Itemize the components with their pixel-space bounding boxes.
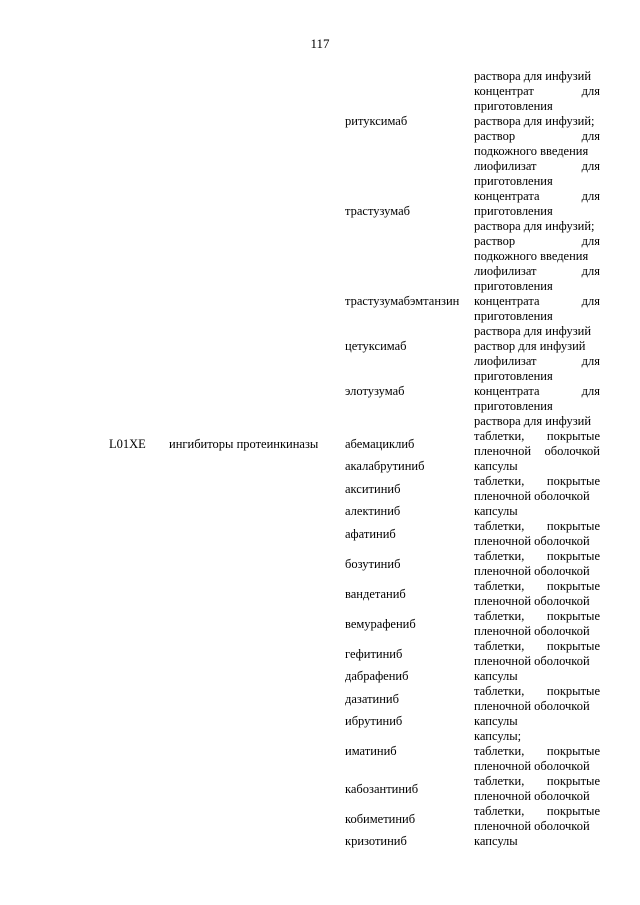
dosage-form-word: раствор для инфузий bbox=[474, 339, 586, 353]
dosage-form-word: покрытые bbox=[546, 744, 600, 758]
dosage-form-word: для bbox=[581, 234, 600, 248]
dosage-form-line bbox=[474, 264, 600, 279]
dosage-form-line bbox=[474, 234, 600, 249]
dosage-form-word: подкожного введения bbox=[474, 249, 589, 263]
dosage-form bbox=[474, 339, 600, 354]
dosage-form-line bbox=[474, 69, 600, 84]
table-row bbox=[0, 354, 640, 429]
drug-name: гефитиниб bbox=[345, 646, 403, 661]
drug-name: дазатиниб bbox=[345, 691, 399, 706]
table-row bbox=[0, 84, 640, 159]
dosage-form-word: раствор bbox=[474, 234, 516, 248]
drug-name: элотузумаб bbox=[345, 384, 405, 398]
dosage-form bbox=[474, 639, 600, 669]
dosage-form-line bbox=[474, 519, 600, 534]
dosage-form-line bbox=[474, 654, 600, 669]
dosage-form bbox=[474, 804, 600, 834]
dosage-form-word: приготовления bbox=[474, 279, 553, 293]
dosage-form-word: таблетки, bbox=[474, 774, 525, 788]
dosage-form-line bbox=[474, 504, 600, 519]
dosage-form-word: раствора для инфузий; bbox=[474, 114, 595, 128]
dosage-form-line bbox=[474, 309, 600, 324]
dosage-form-word: таблетки, bbox=[474, 549, 525, 563]
dosage-form-word: лиофилизат bbox=[474, 264, 537, 278]
dosage-form-line bbox=[474, 444, 600, 459]
dosage-form-line bbox=[474, 759, 600, 774]
dosage-form-word: капсулы bbox=[474, 504, 518, 518]
drug-name: дабрафениб bbox=[345, 669, 409, 683]
dosage-form-line bbox=[474, 789, 600, 804]
dosage-form bbox=[474, 84, 600, 159]
table-row bbox=[0, 669, 640, 684]
dosage-form-word: пленочной bbox=[474, 444, 532, 458]
dosage-form-word: таблетки, bbox=[474, 804, 525, 818]
dosage-form-word: приготовления bbox=[474, 399, 553, 413]
dosage-form-word: для bbox=[581, 294, 600, 308]
dosage-form bbox=[474, 159, 600, 264]
dosage-form-word: таблетки, bbox=[474, 579, 525, 593]
dosage-form-word: приготовления bbox=[474, 369, 553, 383]
dosage-form-line bbox=[474, 714, 600, 729]
dosage-form-word: концентрата bbox=[474, 189, 540, 203]
dosage-form-word: пленочной оболочкой bbox=[474, 564, 590, 578]
dosage-form-line bbox=[474, 99, 600, 114]
dosage-form-line bbox=[474, 669, 600, 684]
dosage-form bbox=[474, 504, 600, 519]
dosage-form-word: капсулы bbox=[474, 459, 518, 473]
table-row bbox=[0, 459, 640, 474]
dosage-form-word: таблетки, bbox=[474, 684, 525, 698]
table-row bbox=[0, 264, 640, 339]
dosage-form-line bbox=[474, 84, 600, 99]
drug-name: трастузумаб bbox=[345, 204, 411, 218]
drug-name: вандетаниб bbox=[345, 586, 406, 601]
dosage-form bbox=[474, 519, 600, 549]
dosage-form bbox=[474, 459, 600, 474]
dosage-form bbox=[474, 834, 600, 849]
table-row bbox=[0, 339, 640, 354]
drug-name: иматиниб bbox=[345, 744, 397, 758]
drug-name: алектиниб bbox=[345, 504, 401, 518]
dosage-form-word: покрытые bbox=[546, 609, 600, 623]
dosage-form-line bbox=[474, 594, 600, 609]
drug-name: кобиметиниб bbox=[345, 811, 416, 826]
dosage-form-word: для bbox=[581, 84, 600, 98]
dosage-form-word: покрытые bbox=[546, 684, 600, 698]
dosage-form-line bbox=[474, 204, 600, 219]
dosage-form-line bbox=[474, 684, 600, 699]
dosage-form bbox=[474, 354, 600, 429]
dosage-form-word: подкожного введения bbox=[474, 144, 589, 158]
drug-name: акситиниб bbox=[345, 481, 401, 496]
table-row bbox=[0, 774, 640, 804]
dosage-form-word: капсулы; bbox=[474, 729, 522, 743]
dosage-form-word: пленочной оболочкой bbox=[474, 534, 590, 548]
table-row bbox=[0, 474, 640, 504]
dosage-form-word: таблетки, bbox=[474, 609, 525, 623]
dosage-form-word: для bbox=[581, 159, 600, 173]
dosage-form-word: пленочной оболочкой bbox=[474, 624, 590, 638]
table-row bbox=[0, 69, 640, 84]
dosage-form-line bbox=[474, 369, 600, 384]
dosage-form-line bbox=[474, 279, 600, 294]
dosage-form-word: пленочной оболочкой bbox=[474, 699, 590, 713]
dosage-form-line bbox=[474, 174, 600, 189]
dosage-form-word: лиофилизат bbox=[474, 159, 537, 173]
dosage-form bbox=[474, 684, 600, 714]
table-row bbox=[0, 579, 640, 609]
dosage-form-line bbox=[474, 609, 600, 624]
dosage-form-word: раствора для инфузий; bbox=[474, 219, 595, 233]
table-row bbox=[0, 609, 640, 639]
dosage-form-line bbox=[474, 834, 600, 849]
dosage-form bbox=[474, 69, 600, 84]
dosage-form-line bbox=[474, 804, 600, 819]
dosage-form-line bbox=[474, 399, 600, 414]
dosage-form-word: пленочной оболочкой bbox=[474, 489, 590, 503]
drug-name: вемурафениб bbox=[345, 616, 416, 631]
dosage-form-word: покрытые bbox=[546, 519, 600, 533]
dosage-form-word: покрытые bbox=[546, 639, 600, 653]
dosage-form bbox=[474, 549, 600, 579]
table-row bbox=[0, 519, 640, 549]
dosage-form-word: для bbox=[581, 384, 600, 398]
dosage-form-word: покрытые bbox=[546, 549, 600, 563]
drug-name: цетуксимаб bbox=[345, 339, 407, 353]
dosage-form-line bbox=[474, 549, 600, 564]
drug-name: ибрутиниб bbox=[345, 714, 403, 728]
dosage-form-word: пленочной оболочкой bbox=[474, 594, 590, 608]
dosage-form-word: пленочной оболочкой bbox=[474, 654, 590, 668]
dosage-form-word: покрытые bbox=[546, 804, 600, 818]
dosage-form bbox=[474, 474, 600, 504]
dosage-form-word: таблетки, bbox=[474, 429, 525, 443]
dosage-form-word: приготовления bbox=[474, 309, 553, 323]
dosage-form bbox=[474, 579, 600, 609]
drug-name: абемациклиб bbox=[345, 436, 415, 451]
table-row bbox=[0, 684, 640, 714]
dosage-form-word: покрытые bbox=[546, 429, 600, 443]
dosage-form-line bbox=[474, 774, 600, 789]
table-row bbox=[0, 429, 640, 459]
dosage-form-line bbox=[474, 294, 600, 309]
drug-name: трастузумабэмтанзин bbox=[345, 294, 460, 308]
dosage-form-word: для bbox=[581, 264, 600, 278]
dosage-form-line bbox=[474, 129, 600, 144]
page-number: 117 bbox=[310, 36, 330, 51]
drug-name: кабозантиниб bbox=[345, 781, 419, 796]
dosage-form-word: концентрата bbox=[474, 384, 540, 398]
dosage-form-word: таблетки, bbox=[474, 519, 525, 533]
dosage-form-word: приготовления bbox=[474, 204, 553, 218]
dosage-form-word: пленочной оболочкой bbox=[474, 819, 590, 833]
dosage-form-word: капсулы bbox=[474, 669, 518, 683]
dosage-form-word: оболочкой bbox=[544, 444, 600, 458]
dosage-form-word: для bbox=[581, 189, 600, 203]
dosage-form-line bbox=[474, 699, 600, 714]
dosage-form-word: лиофилизат bbox=[474, 354, 537, 368]
dosage-form-word: капсулы bbox=[474, 834, 518, 848]
dosage-form bbox=[474, 729, 600, 774]
dosage-form-line bbox=[474, 819, 600, 834]
dosage-form-line bbox=[474, 144, 600, 159]
dosage-form-line bbox=[474, 459, 600, 474]
drug-name: афатиниб bbox=[345, 526, 396, 541]
dosage-form-word: раствора для инфузий bbox=[474, 324, 592, 338]
table-row bbox=[0, 159, 640, 264]
dosage-form-line bbox=[474, 219, 600, 234]
dosage-form-word: пленочной оболочкой bbox=[474, 759, 590, 773]
table-row bbox=[0, 714, 640, 729]
dosage-form-line bbox=[474, 354, 600, 369]
dosage-form-word: для bbox=[581, 129, 600, 143]
dosage-form-word: раствор bbox=[474, 129, 516, 143]
dosage-form-word: пленочной оболочкой bbox=[474, 789, 590, 803]
dosage-form-word: покрытые bbox=[546, 579, 600, 593]
dosage-form-line bbox=[474, 579, 600, 594]
dosage-form-word: капсулы bbox=[474, 714, 518, 728]
table-row bbox=[0, 834, 640, 849]
drug-name: ритуксимаб bbox=[345, 114, 408, 128]
dosage-form bbox=[474, 609, 600, 639]
dosage-form-line bbox=[474, 639, 600, 654]
dosage-form-line bbox=[474, 564, 600, 579]
table-row bbox=[0, 549, 640, 579]
dosage-form-word: покрытые bbox=[546, 774, 600, 788]
table-row bbox=[0, 504, 640, 519]
dosage-form-line bbox=[474, 474, 600, 489]
dosage-form-word: раствора для инфузий bbox=[474, 69, 592, 83]
dosage-form-line bbox=[474, 324, 600, 339]
dosage-form bbox=[474, 774, 600, 804]
dosage-form bbox=[474, 669, 600, 684]
dosage-form-line bbox=[474, 489, 600, 504]
pharmacological-group: ингибиторы протеинкиназы bbox=[169, 436, 319, 451]
dosage-form-word: приготовления bbox=[474, 174, 553, 188]
dosage-form-line bbox=[474, 429, 600, 444]
dosage-form bbox=[474, 714, 600, 729]
dosage-form bbox=[474, 429, 600, 459]
dosage-form-line bbox=[474, 189, 600, 204]
dosage-form-line bbox=[474, 534, 600, 549]
dosage-form-line bbox=[474, 339, 600, 354]
drug-name: бозутиниб bbox=[345, 556, 401, 571]
table-row bbox=[0, 729, 640, 774]
dosage-form-line bbox=[474, 729, 600, 744]
dosage-form-word: таблетки, bbox=[474, 474, 525, 488]
dosage-form-word: покрытые bbox=[546, 474, 600, 488]
dosage-form-line bbox=[474, 744, 600, 759]
dosage-form-line bbox=[474, 414, 600, 429]
atc-code: L01XE bbox=[109, 436, 146, 451]
dosage-form-word: концентрат bbox=[474, 84, 534, 98]
dosage-form-word: раствора для инфузий bbox=[474, 414, 592, 428]
dosage-form-word: таблетки, bbox=[474, 744, 525, 758]
drug-name: акалабрутиниб bbox=[345, 459, 425, 473]
dosage-form bbox=[474, 264, 600, 339]
table-row bbox=[0, 639, 640, 669]
table-row bbox=[0, 804, 640, 834]
dosage-form-word: концентрата bbox=[474, 294, 540, 308]
dosage-form-word: таблетки, bbox=[474, 639, 525, 653]
dosage-form-word: приготовления bbox=[474, 99, 553, 113]
dosage-form-line bbox=[474, 114, 600, 129]
dosage-form-line bbox=[474, 159, 600, 174]
dosage-form-line bbox=[474, 384, 600, 399]
dosage-form-line bbox=[474, 624, 600, 639]
dosage-form-word: для bbox=[581, 354, 600, 368]
dosage-form-line bbox=[474, 249, 600, 264]
drug-name: кризотиниб bbox=[345, 834, 407, 848]
